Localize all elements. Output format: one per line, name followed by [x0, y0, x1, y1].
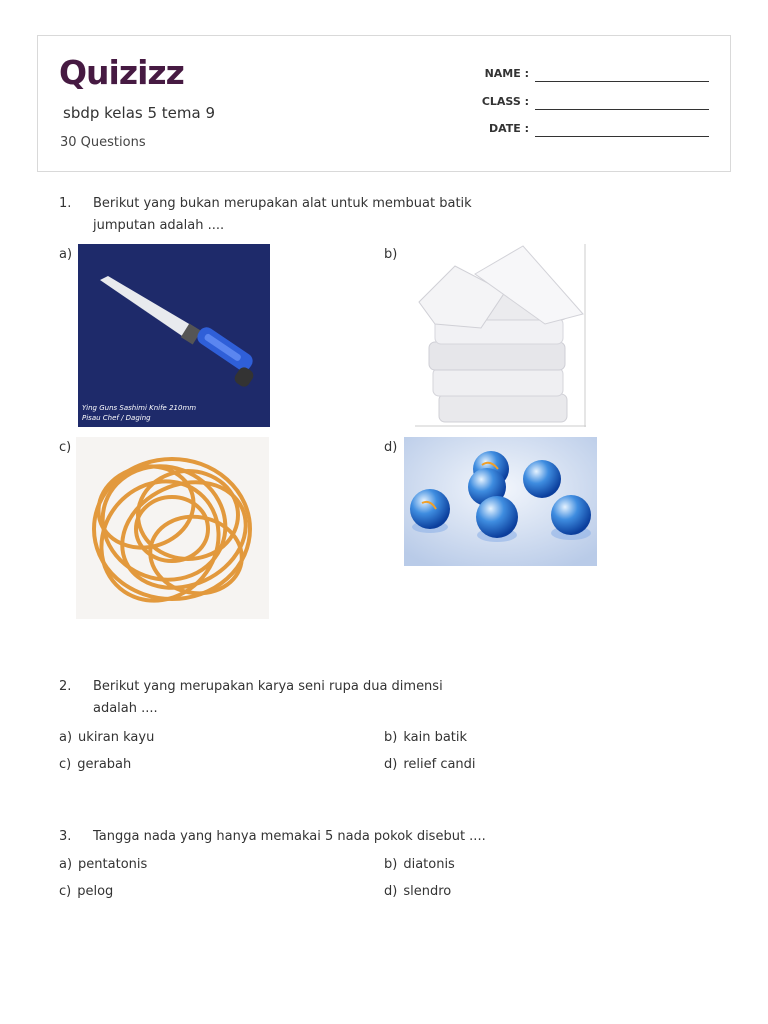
question-3-number: 3.: [59, 829, 72, 844]
option-2c: [59, 757, 131, 772]
rubber-bands-illustration: [76, 437, 269, 619]
svg-text:Quizizz: Quizizz: [59, 54, 184, 92]
folded-cloth-illustration: [415, 244, 586, 427]
option-2d: [384, 757, 476, 772]
date-label: DATE :: [488, 122, 529, 135]
option-2a-letter: a): [59, 730, 73, 745]
rubber-bands-image: [76, 437, 269, 619]
knife-image: [78, 244, 270, 427]
question-3-text-line1: Tangga nada yang hanya memakai 5 nada pokok disebut ....: [93, 829, 486, 844]
option-2a: [59, 730, 154, 745]
class-line: [535, 109, 709, 110]
knife-caption-line2: Pisau Chef / Daging: [82, 414, 151, 422]
option-1b-letter: b): [384, 247, 398, 262]
option-2b-letter: b): [384, 730, 398, 745]
option-3d-letter: d): [384, 884, 398, 899]
option-3c-letter: c): [59, 884, 72, 899]
quizizz-logo-svg: [59, 54, 199, 92]
option-3d: [384, 884, 451, 899]
worksheet-header: [37, 35, 731, 172]
option-2b-text: kain batik: [403, 730, 468, 745]
question-2-text-line1: Berikut yang merupakan karya seni rupa dua dimensi: [93, 679, 443, 694]
question-1-text: [93, 193, 472, 237]
option-3a-letter: a): [59, 857, 73, 872]
option-2c-text: gerabah: [77, 757, 132, 772]
option-3c-text: pelog: [77, 884, 114, 899]
question-2-text-line2: adalah ....: [93, 701, 158, 716]
option-3b-letter: b): [384, 857, 398, 872]
option-1d-letter: d): [384, 440, 398, 455]
option-1c-letter: c): [59, 440, 72, 455]
marbles-image: [404, 437, 597, 566]
name-line: [535, 81, 709, 82]
question-2-text: [93, 676, 443, 720]
option-2c-letter: c): [59, 757, 72, 772]
knife-illustration: [78, 244, 270, 427]
option-2d-letter: d): [384, 757, 398, 772]
quizizz-logo: [59, 54, 199, 96]
option-3b: [384, 857, 455, 872]
option-1a-letter: a): [59, 247, 73, 262]
option-2b: [384, 730, 467, 745]
cloth-image: [415, 244, 586, 427]
option-3c: [59, 884, 113, 899]
question-2-number: 2.: [59, 679, 72, 694]
class-label: CLASS :: [481, 95, 529, 108]
question-count: 30 Questions: [60, 135, 146, 150]
question-3-text: [93, 826, 486, 848]
question-1-number: 1.: [59, 196, 72, 211]
marbles-illustration: [404, 437, 597, 566]
option-2a-text: ukiran kayu: [78, 730, 155, 745]
option-3d-text: slendro: [403, 884, 452, 899]
option-3a: [59, 857, 147, 872]
date-line: [535, 136, 709, 137]
question-1-text-line1: Berikut yang bukan merupakan alat untuk membuat batik: [93, 196, 472, 211]
option-3b-text: diatonis: [403, 857, 455, 872]
name-label: NAME :: [484, 67, 529, 80]
option-3a-text: pentatonis: [78, 857, 148, 872]
question-1-text-line2: jumputan adalah ....: [93, 218, 225, 233]
knife-caption-line1: Ying Guns Sashimi Knife 210mm: [82, 404, 197, 412]
quiz-title: sbdp kelas 5 tema 9: [63, 104, 216, 122]
option-2d-text: relief candi: [403, 757, 476, 772]
